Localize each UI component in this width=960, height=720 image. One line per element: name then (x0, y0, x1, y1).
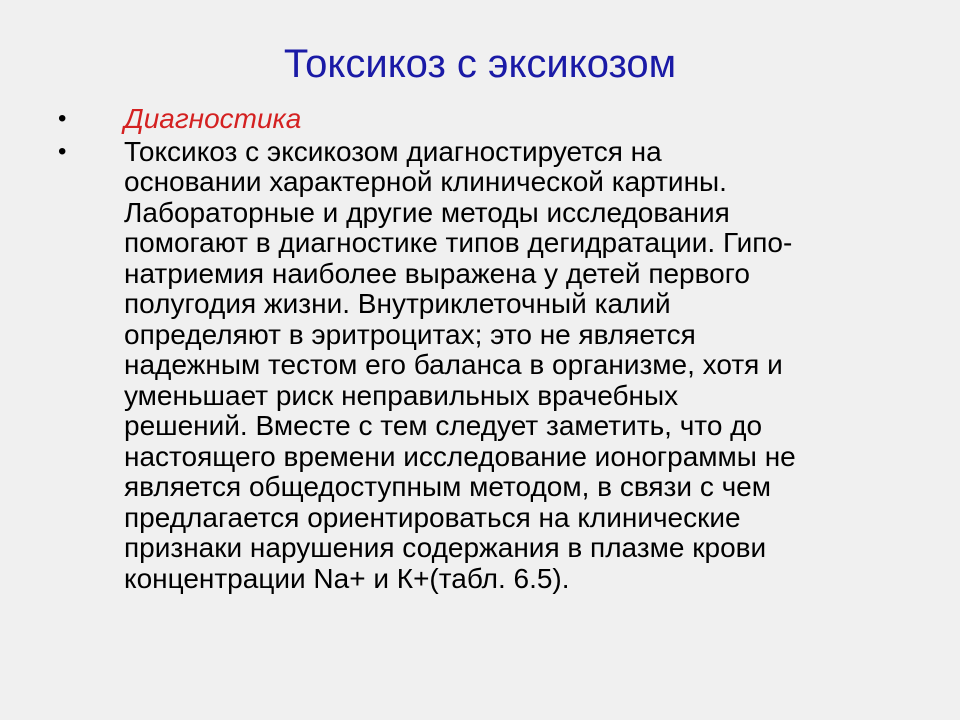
slide-title: Токсикоз с эксикозом (283, 42, 677, 86)
bullet-dot-icon: • (58, 137, 67, 165)
bullet-list (58, 104, 898, 596)
section-heading: Диагностика (124, 103, 302, 134)
body-paragraph: Токсикоз с эксикозом диагностируется на основании характерной клинической картины. Лабораторные и другие методы исследования помогают в диагностике типов дегидратации. Гипо- натриемия наиболее выражена у детей первого полугодия жизни. Внутриклеточный калий определяют в эритроцитах; это не является надежным тестом его баланса в организме, хотя и уменьшает риск неправильных врачебных решений. Вместе с тем следует заметить, что до настоящего времени исследование ионограммы не является общедоступным методом, в связи с чем предлагается ориентироваться на клинические признаки нарушения содержания в плазме крови концентрации Na+ и К+(табл. 6.5). (124, 135, 796, 594)
bullet-item-heading (58, 104, 898, 135)
bullet-dot-icon: • (58, 105, 67, 132)
bullet-item-body (58, 137, 898, 595)
